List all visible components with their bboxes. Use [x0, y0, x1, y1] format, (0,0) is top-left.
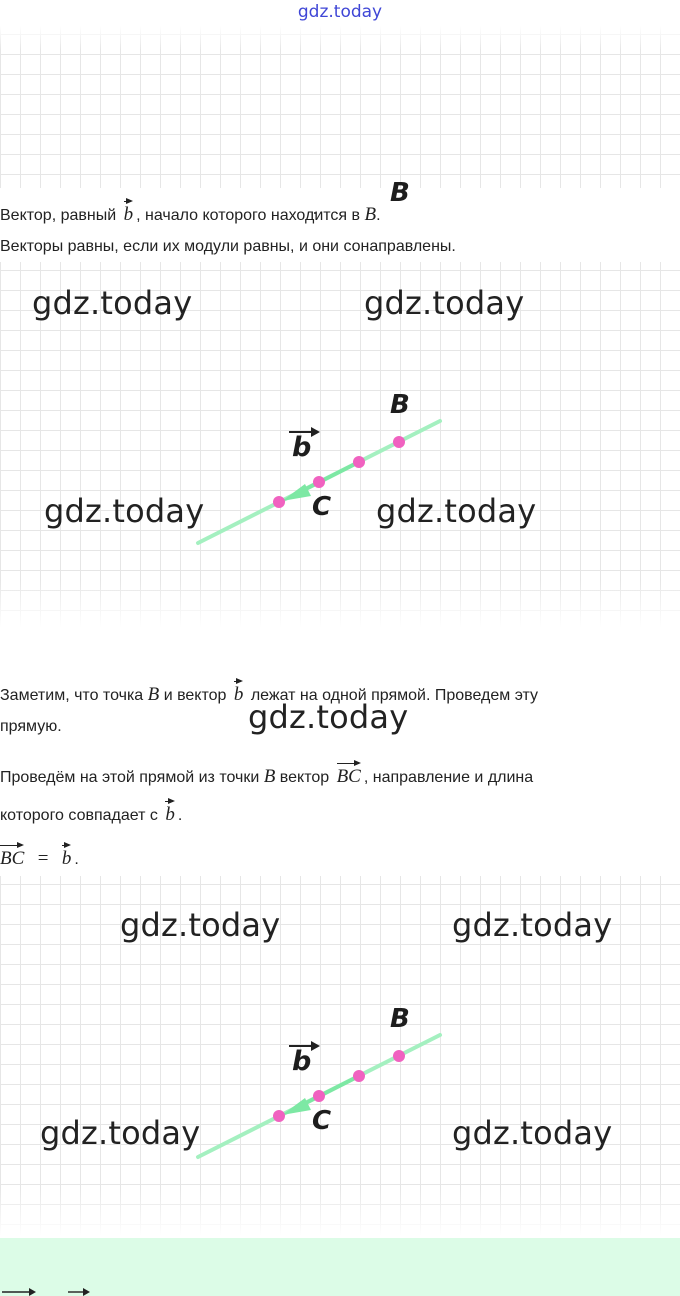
point-b-dot [393, 1050, 405, 1062]
p3-point: B [147, 684, 160, 705]
p3-prefix: Заметим, что точка [0, 687, 148, 704]
watermark: gdz.today [248, 698, 409, 736]
cropped-vector-arrows [0, 1286, 100, 1296]
answer-block [0, 1238, 680, 1296]
watermark: gdz.today [452, 1114, 613, 1152]
paragraph-3-line-2: прямую. [0, 718, 62, 735]
figure-repeat-drawing [0, 876, 680, 1236]
p1-end: . [376, 207, 381, 224]
vector-start-dot [353, 456, 365, 468]
p3-vector: b [234, 678, 244, 706]
eq-right-vector: b [62, 842, 72, 870]
eq-end: . [74, 851, 79, 868]
point-b-label: B [390, 1004, 410, 1034]
eq-sign: = [37, 848, 49, 869]
cropped-arrow-icon [29, 1288, 36, 1296]
p3-mid: и вектор [159, 687, 231, 704]
p4-end: , направление и длина [363, 769, 534, 786]
watermark: gdz.today [32, 284, 193, 322]
vector-label-arrow-icon [311, 1041, 320, 1051]
paragraph-2: Векторы равны, если их модули равны, и они сонаправлены. [0, 238, 456, 255]
equation [0, 842, 79, 870]
p4-line2-prefix: которого совпадает с [0, 807, 163, 824]
watermark: gdz.today [452, 906, 613, 944]
figure-main-drawing [0, 262, 680, 628]
p4-mid: вектор [275, 769, 334, 786]
vector-arrow-shaft [300, 1076, 359, 1106]
figure-main-grid [0, 262, 680, 628]
vector-label-arrow-icon [311, 427, 320, 437]
p3-end: лежат на одной прямой. Проведем эту [246, 687, 539, 704]
p1-vector: b [124, 198, 134, 226]
p4-line2-vector: b [165, 798, 175, 826]
vector-arrow-shaft [300, 462, 359, 492]
vector-end-dot [273, 1110, 285, 1122]
point-c-dot [313, 1090, 325, 1102]
point-b-label: B [390, 390, 410, 420]
figure-top-grid [0, 26, 680, 208]
p1-prefix: Вектор, равный [0, 207, 121, 224]
eq-left-vector: BC [0, 842, 24, 870]
p1-mid: , начало которого находится в [136, 207, 365, 224]
watermark: gdz.today [120, 906, 281, 944]
vector-start-dot [353, 1070, 365, 1082]
p1-point: B [364, 204, 377, 225]
p4-prefix: Проведём на этой прямой из точки [0, 769, 264, 786]
watermark: gdz.today [364, 284, 525, 322]
point-b-dot [393, 436, 405, 448]
point-c-label: C [312, 1106, 332, 1136]
paragraph-1 [0, 198, 381, 226]
paragraph-4 [0, 760, 533, 788]
paragraph-4-line-2 [0, 798, 182, 826]
p4-line2-end: . [177, 807, 183, 824]
p4-vector: BC [337, 760, 361, 788]
watermark: gdz.today [40, 1114, 201, 1152]
p4-point: B [263, 766, 276, 787]
point-c-label: C [312, 492, 332, 522]
grid-fade [0, 26, 680, 50]
vector-end-dot [273, 496, 285, 508]
vector-b-label: b [292, 1046, 312, 1077]
watermark: gdz.today [376, 492, 537, 530]
point-c-dot [313, 476, 325, 488]
figure-top-point-b-label: B [390, 178, 410, 208]
site-title[interactable]: gdz.today [297, 2, 383, 22]
watermark: gdz.today [44, 492, 205, 530]
vector-b-label: b [292, 432, 312, 463]
figure-repeat-grid [0, 876, 680, 1236]
cropped-arrow-icon [83, 1288, 90, 1296]
